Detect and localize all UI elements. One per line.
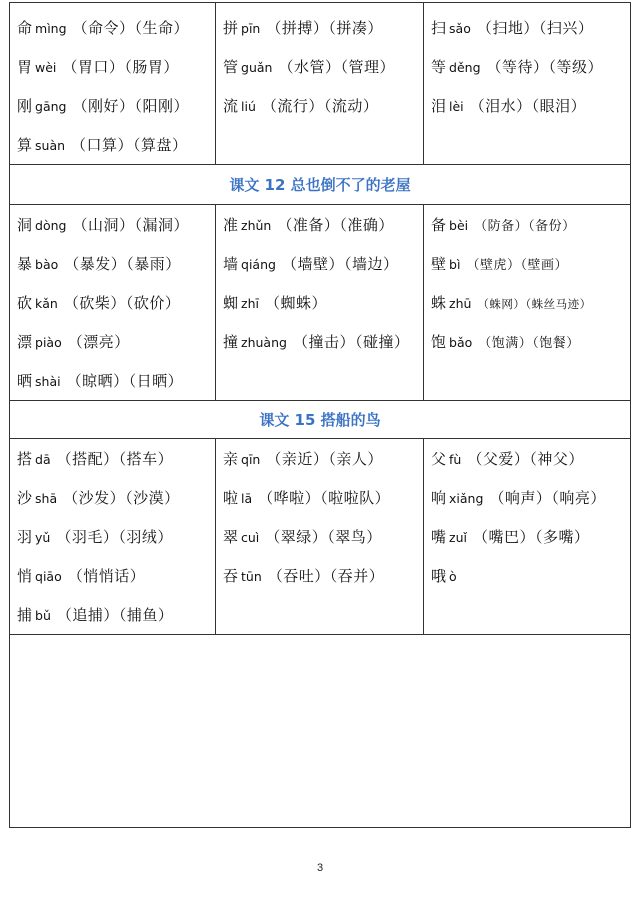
vocab-entry: 漂 piào （漂亮）	[17, 333, 130, 351]
vocab-entry: 刚 gāng （刚好）（阳刚）	[17, 97, 189, 115]
vocab-entry: 晒 shài （晾晒）（日晒）	[17, 372, 184, 390]
vocab-entry: 流 liú （流行）（流动）	[223, 97, 379, 115]
vocab-entry: 哦 ò	[431, 567, 457, 585]
vocab-column	[424, 3, 630, 164]
vocab-entry: 砍 kǎn （砍柴）（砍价）	[17, 294, 181, 312]
lesson-heading: 课文 12 总也倒不了的老屋	[10, 165, 630, 205]
vocab-column	[10, 439, 216, 634]
vocab-entry: 暴 bào （暴发）（暴雨）	[17, 255, 181, 273]
vocab-entry: 拼 pīn （拼搏）（拼凑）	[223, 19, 383, 37]
vocab-entry: 嘴 zuǐ （嘴巴）（多嘴）	[431, 528, 590, 546]
vocab-entry: 蜘 zhī （蜘蛛）	[223, 294, 327, 312]
vocab-column	[216, 205, 424, 400]
vocab-column	[424, 205, 630, 400]
lesson-heading: 课文 15 搭船的鸟	[10, 401, 630, 439]
vocab-entry: 算 suàn （口算）（算盘）	[17, 136, 188, 154]
vocab-entry: 命 mìng （命令）（生命）	[17, 19, 190, 37]
vocab-column	[424, 439, 630, 634]
vocab-entry: 蛛 zhū （蛛网）（蛛丝马迹）	[431, 294, 592, 312]
vocab-entry: 父 fù （父爱）（神父）	[431, 450, 584, 468]
vocab-column	[10, 205, 216, 400]
vocab-entry: 沙 shā （沙发）（沙漠）	[17, 489, 180, 507]
vocab-entry: 墙 qiáng （墙壁）（墙边）	[223, 255, 399, 273]
vocab-entry: 翠 cuì （翠绿）（翠鸟）	[223, 528, 382, 546]
vocab-entry: 饱 bǎo （饱满）（饱餐）	[431, 333, 580, 351]
page-number: 3	[316, 862, 324, 874]
vocab-entry: 羽 yǔ （羽毛）（羽绒）	[17, 528, 173, 546]
vocab-column	[216, 439, 424, 634]
vocab-entry: 啦 lā （哗啦）（啦啦队）	[223, 489, 391, 507]
vocab-entry: 管 guǎn （水管）（管理）	[223, 58, 395, 76]
vocab-entry: 胃 wèi （胃口）（肠胃）	[17, 58, 179, 76]
vocab-entry: 准 zhǔn （准备）（准确）	[223, 216, 394, 234]
vocab-column	[10, 3, 216, 164]
vocab-entry: 捕 bǔ （追捕）（捕鱼）	[17, 606, 174, 624]
vocab-entry: 悄 qiāo （悄悄话）	[17, 567, 146, 585]
vocab-entry: 亲 qīn （亲近）（亲人）	[223, 450, 383, 468]
vocab-column	[216, 3, 424, 164]
vocab-entry: 吞 tūn （吞吐）（吞并）	[223, 567, 385, 585]
vocab-entry: 响 xiǎng （响声）（响亮）	[431, 489, 606, 507]
vocabulary-table	[9, 2, 631, 828]
vocab-entry: 壁 bì （壁虎）（壁画）	[431, 255, 568, 273]
vocab-entry: 搭 dā （搭配）（搭车）	[17, 450, 174, 468]
vocab-block-2	[10, 205, 630, 401]
vocab-entry: 撞 zhuàng （撞击）（碰撞）	[223, 333, 410, 351]
vocab-entry: 备 bèi （防备）（备份）	[431, 216, 576, 234]
vocab-entry: 扫 sǎo （扫地）（扫兴）	[431, 19, 594, 37]
empty-area	[10, 635, 630, 827]
vocab-block-3	[10, 439, 630, 635]
vocab-block-1	[10, 3, 630, 165]
vocab-entry: 洞 dòng （山洞）（漏洞）	[17, 216, 189, 234]
vocab-entry: 泪 lèi （泪水）（眼泪）	[431, 97, 587, 115]
vocab-entry: 等 děng （等待）（等级）	[431, 58, 604, 76]
